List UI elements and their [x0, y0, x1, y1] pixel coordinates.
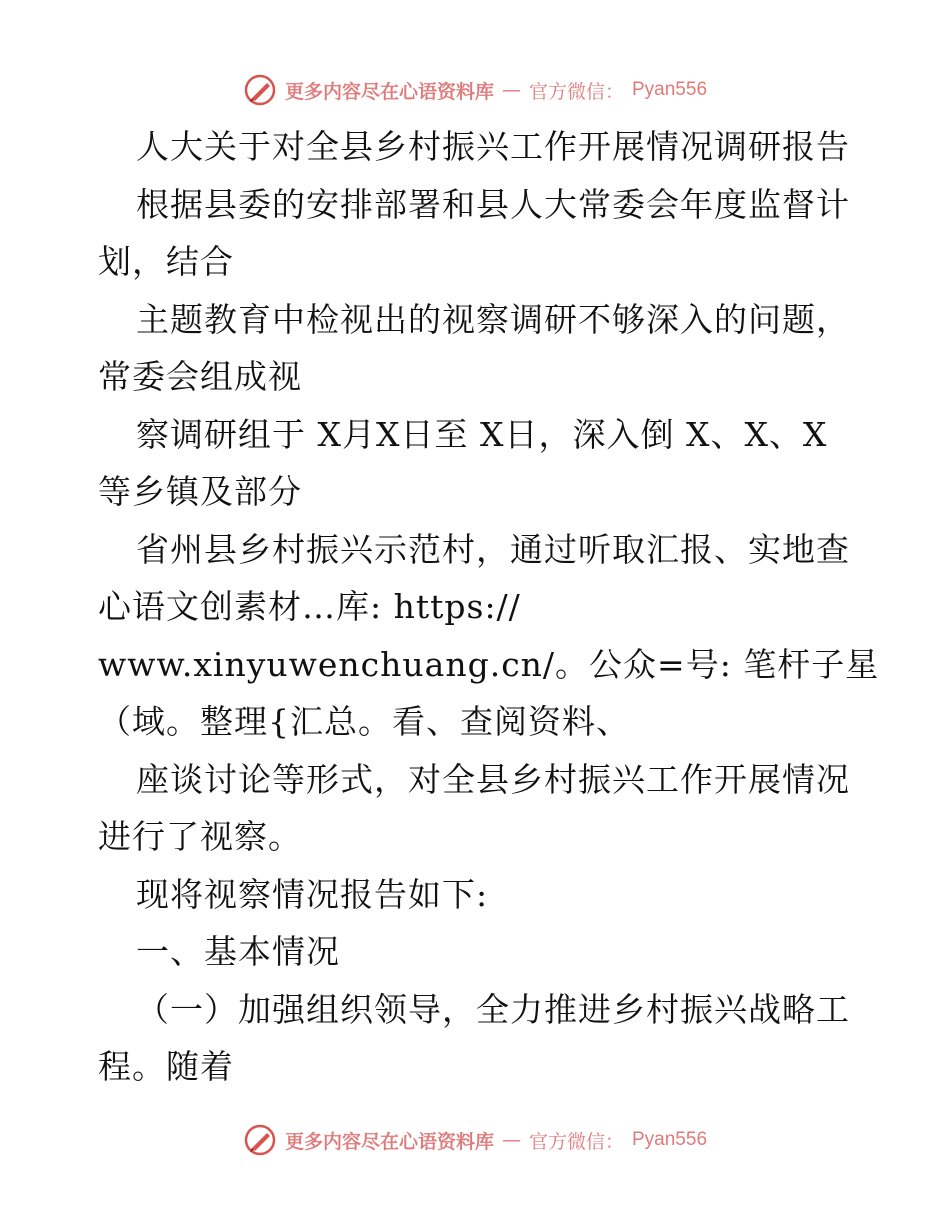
paragraph-line: 等乡镇及部分 — [98, 472, 302, 511]
watermark-main-text: 更多内容尽在心语资料库 — [284, 80, 494, 103]
paragraph-line: 根据县委的安排部署和县人大常委会年度监督计 — [136, 184, 850, 224]
subsection-heading: （一）加强组织领导，全力推进乡村振兴战略工 — [136, 989, 850, 1029]
watermark-sub-text: 官方微信： — [528, 1130, 624, 1153]
paragraph-line: 划，结合 — [98, 242, 234, 281]
paragraph-line: 省州县乡村振兴示范村，通过听取汇报、实地查 — [136, 529, 850, 569]
watermark-main-text: 更多内容尽在心语资料库 — [284, 1130, 494, 1153]
paragraph-line: 常委会组成视 — [98, 357, 302, 396]
paragraph-line: 进行了视察。 — [98, 817, 302, 856]
paragraph-line: 察调研组于 X月X日至 X日，深入倒 X、X、X — [136, 414, 828, 454]
paragraph-line: 主题教育中检视出的视察调研不够深入的问题， — [136, 299, 850, 339]
paragraph-line: 现将视察情况报告如下: — [136, 874, 489, 914]
document-title: 人大关于对全县乡村振兴工作开展情况调研报告 — [136, 127, 850, 166]
paragraph-line: www.xinyuwenchuang.cn/。公众=号: 笔杆子星 — [98, 644, 880, 684]
section-heading: 一、基本情况 — [136, 932, 340, 971]
watermark-sub-text: 官方微信： — [528, 80, 624, 103]
watermark-id-text: Pyan556 — [632, 1129, 708, 1150]
watermark-top — [0, 68, 950, 112]
paragraph-line: 程。随着 — [98, 1047, 234, 1086]
paragraph-line: 心语文创素材…库: https:// — [98, 587, 521, 626]
paragraph-line: 座谈讨论等形式，对全县乡村振兴工作开展情况 — [136, 759, 850, 799]
paragraph-line: （域。整理{汇总。看、查阅资料、 — [98, 702, 630, 741]
watermark-bottom — [0, 1118, 950, 1162]
pen-logo-icon — [243, 73, 277, 107]
watermark-id-text: Pyan556 — [632, 79, 708, 100]
watermark-separator: — — [501, 1129, 521, 1151]
watermark-separator: — — [501, 79, 521, 101]
document-body — [98, 118, 880, 1096]
pen-logo-icon — [243, 1123, 277, 1157]
